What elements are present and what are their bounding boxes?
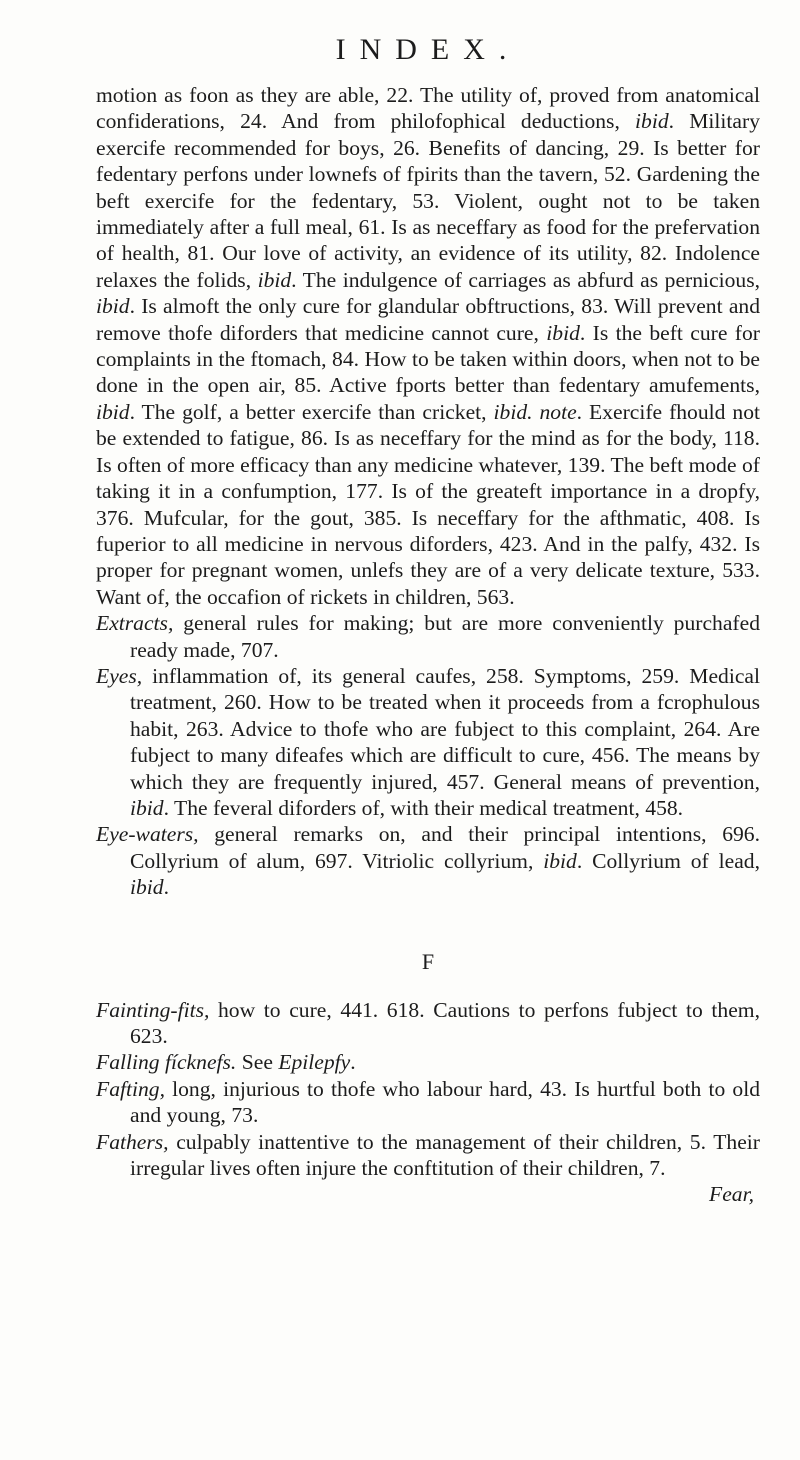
entry-headword: Eyes, [96,663,143,688]
entry-italic-ref: ibid [96,399,130,424]
entry-italic-ref: ibid [543,848,577,873]
entry-text: See [236,1050,279,1075]
entry-text: . Is almoft the only cure for glandular obftructions, 83. Will prevent and remove thofe diforders that medicine cannot cure, [96,294,760,345]
entry-text: . The golf, a better exercife than cricket, [129,399,494,424]
entry-text: how to cure, 441. 618. Cautions to perfons fubject to them, 623. [130,997,760,1048]
catchword: Fear, [709,1182,754,1207]
entry-text: . [163,875,169,900]
entry-text: . Military exercife recommended for boys, 26. Benefits of dancing, 29. Is better for fedentary perfons under lownefs of fpirits than the tavern, 52. Gardening the beft exercife for the fedentary, 53. Violent, ought not to be taken immediately after a full meal, 61. Is as neceffary as food for the prefervation of health, 81. Our love of activity, an evidence of its utility, 82. Indolence relaxes the folids, [96,109,760,292]
index-section-e [96,82,760,901]
index-section-f [96,997,760,1182]
entry-headword: Fafting, [96,1076,165,1101]
index-entry [96,821,760,900]
index-entry [96,663,760,821]
entry-text: . Collyrium of lead, [576,848,760,873]
entry-italic-ref: ibid. note [493,399,577,424]
entry-text: . [350,1050,356,1075]
entry-text: long, injurious to thofe who labour hard, 43. Is hurtful both to old and young, 73. [130,1076,760,1128]
entry-text: . The indulgence of carriages as abfurd as pernicious, [291,267,760,292]
entry-italic-ref: ibid [546,320,580,345]
entry-text: culpably inattentive to the management of their children, 5. Their irregular lives often injure the conftitution of their children, 7. [130,1129,760,1181]
entry-headword: Falling fícknefs. [96,1050,237,1075]
index-entry [96,1076,760,1129]
entry-text: . Is the beft cure for complaints in the ftomach, 84. How to be taken within doors, when not to be done in the open air, 85. Active fports better than fedentary amufements, [96,320,760,398]
entry-text: general remarks on, and their principal intentions, 696. Collyrium of alum, 697. Vitriolic collyrium, [130,822,760,873]
entry-text: . Exercife fhould not be extended to fatigue, 86. Is as neceffary for the mind as for the body, 118. Is often of more efficacy than any medicine whatever, 139. The beft mode of taking it in a confumption, 177. Is of the greateft importance in a dropfy, 376. Mufcular, for the gout, 385. Is neceffary for the afthmatic, 408. Is fuperior to all medicine in nervous diforders, 423. And in the palfy, 432. Is proper for pregnant women, unlefs they are of a very delicate texture, 533. Want of, the occafion of rickets in children, 563. [96,399,760,609]
running-head: INDEX. [335,33,521,66]
index-entry [96,1049,760,1075]
entry-italic-ref: Epilepfy [278,1050,351,1075]
index-entry [96,82,760,610]
entry-headword: Fainting-fits, [96,997,210,1022]
entry-text: . The feveral diforders of, with their medical treatment, 458. [163,795,684,820]
entry-text: general rules for making; but are more conveniently purchafed ready made, 707. [130,611,760,662]
entry-italic-ref: ibid [130,875,164,900]
entry-headword: Fathers, [96,1129,169,1154]
entry-headword: Extracts, [96,611,174,636]
entry-italic-ref: ibid [635,109,669,134]
entry-italic-ref: ibid [257,267,292,292]
entry-headword: Eye-waters, [96,822,199,847]
index-entry [96,610,760,663]
section-letter-f: F [421,948,435,974]
index-entry [96,997,760,1050]
entry-text: inflammation of, its general caufes, 258. Symptoms, 259. Medical treatment, 260. How to be treated when it proceeds from a fcrophulous habit, 263. Advice to thofe who are fubject to this complaint, 264. Are fubject to many difeafes which are difficult to cure, 456. The means by which they are frequently injured, 457. General means of prevention, [130,663,760,794]
entry-text: motion as foon as they are able, 22. The utility of, proved from anatomical confiderations, 24. And from philofophical deductions, [96,83,760,134]
entry-italic-ref: ibid [130,795,164,820]
entry-italic-ref: ibid [96,294,130,319]
index-entry [96,1129,760,1182]
